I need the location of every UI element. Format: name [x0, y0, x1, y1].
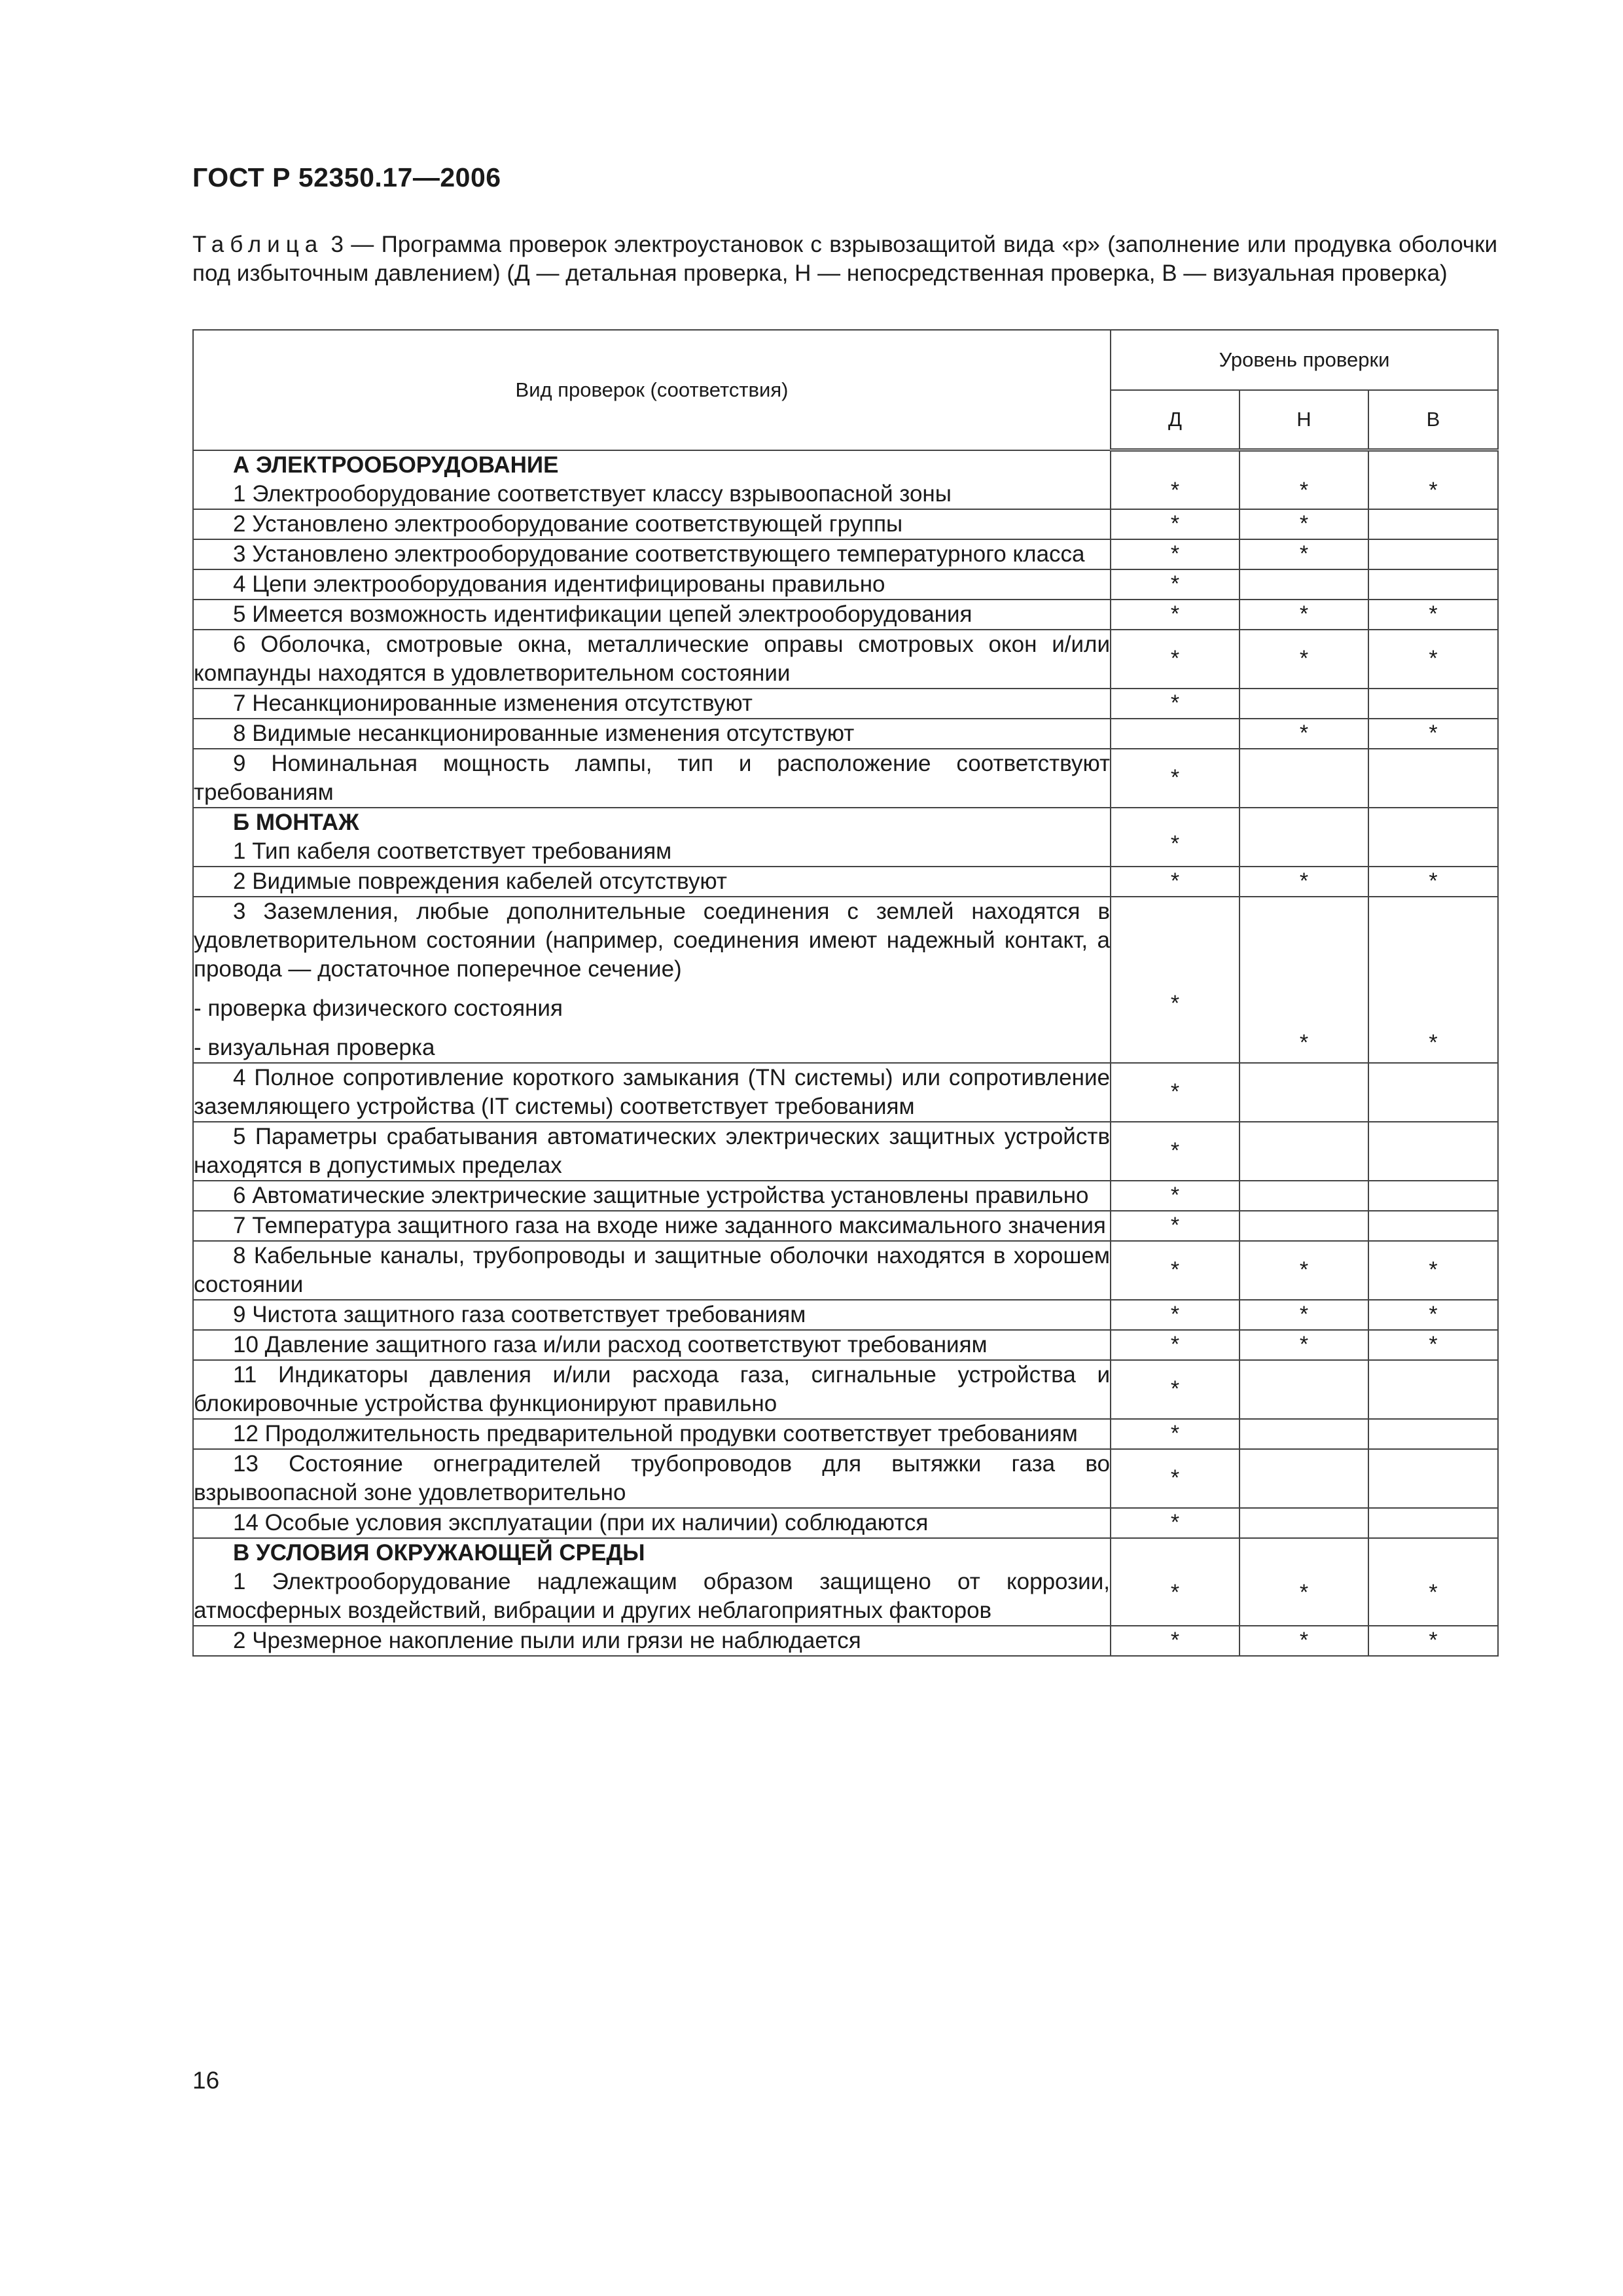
- mark-v: *: [1368, 450, 1498, 509]
- mark-d: *: [1111, 1181, 1240, 1211]
- section-c-cell: [193, 1538, 1111, 1626]
- mark-n: [1240, 1508, 1368, 1538]
- row-text: 7 Температура защитного газа на входе ниже заданного максимального значения: [233, 1212, 1106, 1238]
- row-subitem: - проверка физического состояния: [194, 995, 563, 1021]
- mark-n: *: [1240, 867, 1368, 897]
- mark-v: [1368, 689, 1498, 719]
- row-text: 6 Оболочка, смотровые окна, металлические оправы смотровых окон и/или компаунды находятся в удовлетворительном состоянии: [194, 631, 1110, 686]
- table-row: [193, 1181, 1498, 1211]
- table-row: [193, 689, 1498, 719]
- row-text-cell: [193, 1508, 1111, 1538]
- mark-d: *: [1111, 1300, 1240, 1330]
- row-text: 11 Индикаторы давления и/или расхода газа, сигнальные устройства и блокировочные устройства функционируют правильно: [194, 1361, 1110, 1416]
- header-kind: Вид проверок (соответствия): [193, 330, 1111, 450]
- row-text: 10 Давление защитного газа и/или расход соответствуют требованиям: [233, 1331, 988, 1357]
- table-row: [193, 1241, 1498, 1300]
- header-v: В: [1368, 390, 1498, 450]
- header-d: Д: [1111, 390, 1240, 450]
- mark-v: [1368, 1419, 1498, 1449]
- table-row: [193, 1122, 1498, 1181]
- caption-label: Таблица: [192, 232, 324, 257]
- row-text: 1 Тип кабеля соответствует требованиям: [233, 838, 672, 864]
- standard-number: ГОСТ Р 52350.17—2006: [192, 162, 501, 192]
- row-text-cell: [193, 867, 1111, 897]
- row-text-cell: [193, 1360, 1111, 1419]
- mark-d: *: [1111, 630, 1240, 689]
- mark-v: *: [1368, 600, 1498, 630]
- table-row: [193, 450, 1498, 509]
- section-b-cell: [193, 808, 1111, 867]
- row-subitem: - визуальная проверка: [194, 1034, 435, 1060]
- mark-d: *: [1111, 1449, 1240, 1508]
- mark-v: *: [1368, 1626, 1498, 1656]
- table-row: [193, 897, 1498, 1063]
- mark-d: *: [1111, 1241, 1240, 1300]
- mark-d: *: [1111, 808, 1240, 867]
- mark-v: [1368, 1211, 1498, 1241]
- row-text-cell: [193, 600, 1111, 630]
- table-row: [193, 1508, 1498, 1538]
- mark-n: [1240, 808, 1368, 867]
- mark-v: [1368, 1360, 1498, 1419]
- mark-d: *: [1111, 1419, 1240, 1449]
- row-text: 12 Продолжительность предварительной продувки соответствует требованиям: [233, 1420, 1078, 1446]
- row-text: 1 Электрооборудование надлежащим образом защищено от коррозии, атмосферных воздействий, вибрации и других неблагоприятных факторов: [194, 1568, 1110, 1623]
- mark-v: [1368, 1181, 1498, 1211]
- row-text-cell: [193, 719, 1111, 749]
- mark-n: [1240, 569, 1368, 600]
- row-text-cell: [193, 1241, 1111, 1300]
- row-text-cell: [193, 749, 1111, 808]
- row-text: 13 Состояние огнеградителей трубопроводов для вытяжки газа во взрывоопасной зоне удовлетворительно: [194, 1450, 1110, 1505]
- mark-n: *: [1240, 600, 1368, 630]
- mark-d: *: [1111, 1360, 1240, 1419]
- table-row: [193, 1449, 1498, 1508]
- table-row: [193, 569, 1498, 600]
- mark-n: [1240, 1360, 1368, 1419]
- mark-v: *: [1368, 1300, 1498, 1330]
- mark-n: [1240, 749, 1368, 808]
- mark-n: [1240, 1181, 1368, 1211]
- mark-n: *: [1240, 630, 1368, 689]
- row-text: 6 Автоматические электрические защитные устройства установлены правильно: [233, 1182, 1089, 1208]
- row-text: 7 Несанкционированные изменения отсутствуют: [233, 690, 753, 716]
- table-row: [193, 1626, 1498, 1656]
- mark-n: *: [1240, 509, 1368, 539]
- row-text-cell: [193, 1419, 1111, 1449]
- mark-v: *: [1368, 867, 1498, 897]
- row-text-cell: [193, 1626, 1111, 1656]
- table-row: [193, 867, 1498, 897]
- row-text: 2 Видимые повреждения кабелей отсутствуют: [233, 868, 727, 894]
- mark-d: *: [1111, 749, 1240, 808]
- table-row: [193, 1300, 1498, 1330]
- mark-d: *: [1111, 569, 1240, 600]
- table-row: [193, 749, 1498, 808]
- row-text: 14 Особые условия эксплуатации (при их наличии) соблюдаются: [233, 1509, 929, 1535]
- section-title: А ЭЛЕКТРООБОРУДОВАНИЕ: [233, 452, 559, 478]
- table-row: [193, 509, 1498, 539]
- mark-d: *: [1111, 897, 1240, 1063]
- mark-v: [1368, 1122, 1498, 1181]
- table-row: [193, 630, 1498, 689]
- row-text-cell: [193, 539, 1111, 569]
- mark-d: *: [1111, 1626, 1240, 1656]
- mark-d: *: [1111, 539, 1240, 569]
- table-row: [193, 1419, 1498, 1449]
- section-title: В УСЛОВИЯ ОКРУЖАЮЩЕЙ СРЕДЫ: [233, 1539, 645, 1566]
- row-text: 5 Имеется возможность идентификации цепей электрооборудования: [233, 601, 972, 627]
- mark-n: [1240, 1449, 1368, 1508]
- table-row: [193, 1360, 1498, 1419]
- table-caption: [192, 230, 1497, 288]
- section-a-cell: [193, 450, 1111, 509]
- table-row: [193, 1063, 1498, 1122]
- mark-v: *: [1368, 1330, 1498, 1360]
- mark-n: *: [1240, 539, 1368, 569]
- row-text: 5 Параметры срабатывания автоматических электрических защитных устройств находятся в допустимых пределах: [194, 1123, 1110, 1178]
- mark-v: [1368, 808, 1498, 867]
- inspection-table: [192, 329, 1499, 1657]
- mark-d: *: [1111, 1330, 1240, 1360]
- mark-n: [1240, 1211, 1368, 1241]
- mark-d: *: [1111, 509, 1240, 539]
- mark-n: [1240, 689, 1368, 719]
- mark-v: *: [1368, 1538, 1498, 1626]
- mark-d: *: [1111, 1211, 1240, 1241]
- row-text-cell: [193, 1122, 1111, 1181]
- section-title: Б МОНТАЖ: [233, 809, 359, 835]
- mark-n: [1240, 1122, 1368, 1181]
- mark-n: [1240, 1063, 1368, 1122]
- mark-d: *: [1111, 1122, 1240, 1181]
- mark-v: [1368, 1063, 1498, 1122]
- row-text: 9 Чистота защитного газа соответствует требованиям: [233, 1301, 806, 1327]
- row-text: 8 Кабельные каналы, трубопроводы и защитные оболочки находятся в хорошем состоянии: [194, 1242, 1110, 1297]
- row-text-cell: [193, 1330, 1111, 1360]
- mark-n: *: [1240, 1300, 1368, 1330]
- row-text-cell: [193, 569, 1111, 600]
- caption-text: 3 — Программа проверок электроустановок с взрывозащитой вида «р» (заполнение или продувка оболочки под избыточным давлением) (Д — детальная проверка, Н — непосредственная проверка, В — визуальная проверка): [192, 232, 1497, 286]
- mark-v: *: [1368, 897, 1498, 1063]
- row-text: 3 Заземления, любые дополнительные соединения с землей находятся в удовлетворительном состоянии (например, соединения имеют надежный контакт, а провода — достаточное поперечное сечение): [194, 898, 1110, 982]
- mark-d: *: [1111, 450, 1240, 509]
- row-text-cell: [193, 1181, 1111, 1211]
- row-text-cell: [193, 1063, 1111, 1122]
- header-level: Уровень проверки: [1111, 330, 1498, 390]
- mark-n: *: [1240, 1538, 1368, 1626]
- mark-n: *: [1240, 1330, 1368, 1360]
- mark-v: [1368, 1449, 1498, 1508]
- mark-n: *: [1240, 897, 1368, 1063]
- table-row: [193, 719, 1498, 749]
- mark-d: *: [1111, 1538, 1240, 1626]
- row-text-cell: [193, 630, 1111, 689]
- row-text-cell: [193, 689, 1111, 719]
- row-text: 4 Цепи электрооборудования идентифицированы правильно: [233, 571, 885, 597]
- mark-v: *: [1368, 719, 1498, 749]
- row-text: 3 Установлено электрооборудование соответствующего температурного класса: [233, 541, 1085, 567]
- row-text: 1 Электрооборудование соответствует классу взрывоопасной зоны: [233, 480, 952, 507]
- mark-d: *: [1111, 689, 1240, 719]
- row-text-cell: [193, 1300, 1111, 1330]
- table-row: [193, 808, 1498, 867]
- mark-n: *: [1240, 719, 1368, 749]
- mark-n: [1240, 1419, 1368, 1449]
- row-text-cell: [193, 897, 1111, 1063]
- mark-n: *: [1240, 1626, 1368, 1656]
- table-row: [193, 539, 1498, 569]
- mark-v: [1368, 509, 1498, 539]
- header-n: Н: [1240, 390, 1368, 450]
- table-row: [193, 1330, 1498, 1360]
- table-row: [193, 1211, 1498, 1241]
- mark-d: *: [1111, 1063, 1240, 1122]
- mark-v: *: [1368, 630, 1498, 689]
- row-text: 4 Полное сопротивление короткого замыкания (TN системы) или сопротивление заземляющего устройства (IT системы) соответствует требованиям: [194, 1064, 1110, 1119]
- page-number: 16: [192, 2067, 220, 2094]
- mark-d: *: [1111, 600, 1240, 630]
- row-text-cell: [193, 509, 1111, 539]
- row-text: 9 Номинальная мощность лампы, тип и расположение соответствуют требованиям: [194, 750, 1110, 805]
- mark-v: *: [1368, 1241, 1498, 1300]
- table-row: [193, 600, 1498, 630]
- mark-d: [1111, 719, 1240, 749]
- row-text: 2 Чрезмерное накопление пыли или грязи не наблюдается: [233, 1627, 861, 1653]
- mark-v: [1368, 749, 1498, 808]
- table-row: [193, 1538, 1498, 1626]
- mark-v: [1368, 539, 1498, 569]
- row-text: 8 Видимые несанкционированные изменения отсутствуют: [233, 720, 855, 746]
- mark-d: *: [1111, 1508, 1240, 1538]
- row-text: 2 Установлено электрооборудование соответствующей группы: [233, 511, 903, 537]
- mark-n: *: [1240, 1241, 1368, 1300]
- row-text-cell: [193, 1449, 1111, 1508]
- mark-n: *: [1240, 450, 1368, 509]
- mark-d: *: [1111, 867, 1240, 897]
- mark-v: [1368, 569, 1498, 600]
- row-text-cell: [193, 1211, 1111, 1241]
- mark-v: [1368, 1508, 1498, 1538]
